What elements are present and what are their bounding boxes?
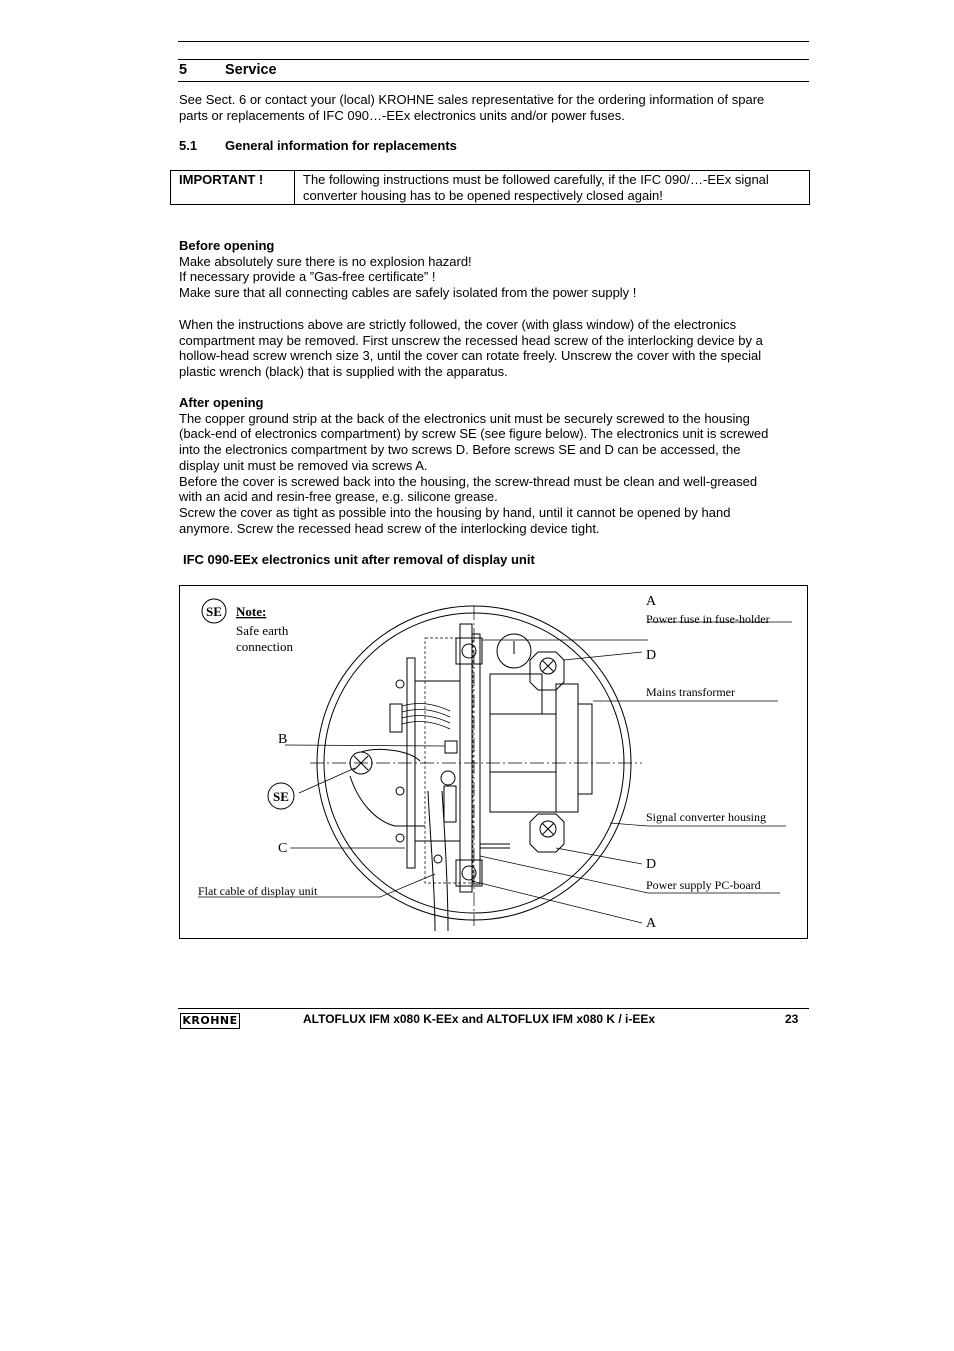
before-opening-line: Make sure that all connecting cables are safely isolated from the power supply !: [179, 285, 637, 301]
subsection-title: General information for replacements: [225, 138, 457, 153]
important-text: The following instructions must be followed carefully, if the IFC 090/…-EEx signal converter housing has to be opened respectively closed again!: [295, 171, 810, 205]
after-opening-heading: After opening: [179, 395, 264, 410]
label-flat-cable: Flat cable of display unit: [198, 884, 318, 898]
transformer-bottom: [490, 772, 556, 812]
figure-box: [179, 585, 808, 939]
note-label: Note:: [236, 604, 267, 619]
label-a-top: A: [646, 594, 657, 609]
before-opening-line: Make absolutely sure there is no explosion hazard!: [179, 253, 472, 269]
label-b: B: [278, 732, 288, 747]
cover-line: When the instructions above are strictly followed, the cover (with glass window) of the electronics: [179, 317, 737, 332]
section-heading: [179, 62, 277, 78]
cover-line: plastic wrench (black) that is supplied with the apparatus.: [179, 364, 508, 380]
label-power-fuse: Power fuse in fuse-holder: [646, 612, 770, 626]
section-rule-bottom: [178, 81, 809, 82]
before-opening-line: If necessary provide a ”Gas-free certificate” !: [179, 269, 436, 285]
label-mains: Mains transformer: [646, 685, 735, 699]
footer-title: ALTOFLUX IFM x080 K-EEx and ALTOFLUX IFM x080 K / i-EEx: [303, 1012, 656, 1026]
label-power-supply: Power supply PC-board: [646, 878, 761, 892]
cover-line: hollow-head screw wrench size 3, until the cover can rotate freely. Unscrew the cover with the special: [179, 348, 762, 364]
after-opening-line: with an acid and resin-free grease, e.g. silicone grease.: [179, 489, 498, 505]
section-number: 5: [179, 62, 188, 78]
label-d-top: D: [646, 648, 657, 663]
krohne-logo: KROHNE: [180, 1013, 240, 1029]
after-opening-line: into the electronics compartment by two screws D. Before screws SE and D can be accessed, the: [179, 442, 741, 458]
figure-title: IFC 090-EEx electronics unit after removal of display unit: [183, 552, 535, 567]
se-badge: SE: [206, 604, 222, 619]
after-opening-line: The copper ground strip at the back of the electronics unit must be securely screwed to the housing: [179, 410, 750, 426]
label-a-bottom: A: [646, 916, 657, 931]
label-se: SE: [273, 789, 289, 804]
cover-line: compartment may be removed. First unscrew the recessed head screw of the interlocking device by a: [179, 332, 763, 348]
subsection-heading: [179, 138, 457, 153]
label-d-bottom: D: [646, 857, 657, 872]
section-title: Service: [225, 62, 277, 78]
intro-line: parts or replacements of IFC 090…-EEx electronics units and/or power fuses.: [179, 107, 625, 123]
after-opening-line: anymore. Screw the recessed head screw of the interlocking device tight.: [179, 520, 600, 536]
before-opening-section: [179, 238, 809, 301]
label-c: C: [278, 841, 288, 856]
intro-paragraph: [179, 92, 809, 123]
subsection-number: 5.1: [179, 138, 198, 153]
before-opening-heading: Before opening: [179, 238, 275, 253]
page-number: 23: [785, 1012, 799, 1026]
header-rule-top: [178, 41, 809, 42]
cable-connector: [390, 704, 402, 732]
electronics-unit-drawing: [180, 586, 809, 940]
after-opening-line: display unit must be removed via screws A.: [179, 457, 428, 473]
display-outline: [425, 638, 473, 883]
important-label: IMPORTANT !: [171, 171, 295, 205]
note-line-2: connection: [236, 639, 294, 654]
after-opening-section: [179, 395, 809, 536]
note-line-1: Safe earth: [236, 623, 289, 638]
component-b: [445, 741, 457, 753]
mount-bottom: [530, 814, 564, 852]
important-box: [170, 170, 810, 205]
after-opening-line: (back-end of electronics compartment) by screw SE (see figure below). The electronics unit is screwed: [179, 426, 769, 442]
after-opening-line: Before the cover is screwed back into the housing, the screw-thread must be clean and well-greased: [179, 473, 758, 489]
intro-line: See Sect. 6 or contact your (local) KROHNE sales representative for the ordering information of spare: [179, 92, 765, 107]
section-rule-top: [178, 59, 809, 60]
transformer-top: [490, 674, 542, 714]
footer-rule: [178, 1008, 809, 1009]
cover-paragraph: [179, 317, 809, 380]
after-opening-line: Screw the cover as tight as possible into the housing by hand, until it cannot be opened by hand: [179, 504, 731, 520]
middle-board: [415, 681, 460, 841]
label-signal-housing: Signal converter housing: [646, 810, 766, 824]
